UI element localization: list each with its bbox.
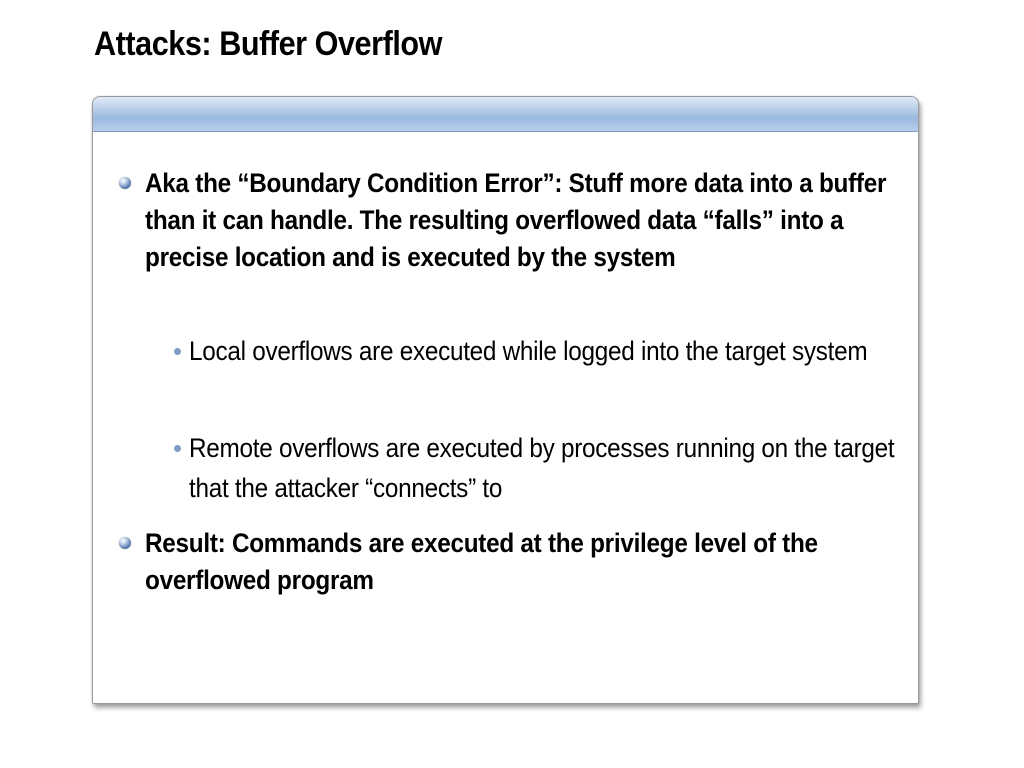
sub-bullet-item bbox=[189, 428, 909, 508]
orb-bullet-icon bbox=[119, 177, 131, 189]
dot-bullet-icon bbox=[174, 348, 181, 355]
bullet-list bbox=[93, 97, 918, 703]
slide-title: Attacks: Buffer Overflow bbox=[94, 25, 442, 63]
sub-bullet-text: Local overflows are executed while logged into the target system bbox=[189, 336, 868, 366]
bullet-text: Result: Commands are executed at the privilege level of the overflowed program bbox=[145, 528, 818, 595]
sub-bullet-item bbox=[189, 331, 909, 371]
bullet-text: Aka the “Boundary Condition Error”: Stuff more data into a buffer than it can handle. The resulting overflowed data “falls” into a precise location and is executed by the system bbox=[145, 168, 887, 272]
sub-bullet-text: Remote overflows are executed by processes running on the target that the attacker “connects” to bbox=[189, 433, 895, 503]
bullet-item bbox=[145, 165, 907, 276]
content-panel bbox=[92, 96, 919, 704]
bullet-item bbox=[145, 525, 907, 599]
dot-bullet-icon bbox=[174, 445, 181, 452]
orb-bullet-icon bbox=[119, 537, 131, 549]
